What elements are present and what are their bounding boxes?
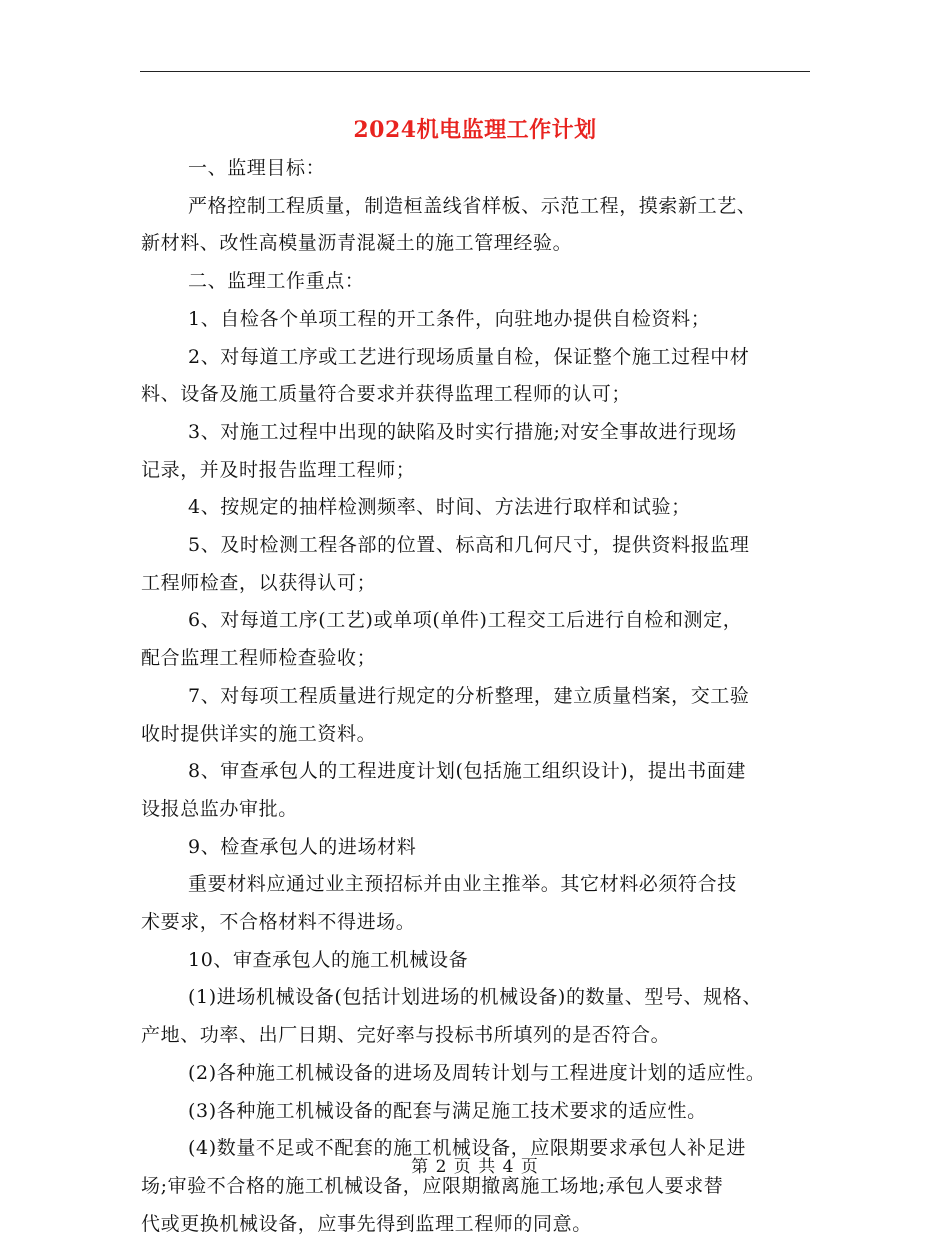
text-line: 3、对施工过程中出现的缺陷及时实行措施;对安全事故进行现场 — [188, 420, 737, 443]
text-line: (4)数量不足或不配套的施工机械设备，应限期要求承包人补足进 — [188, 1137, 746, 1160]
page-title: 2024机电监理工作计划 — [353, 117, 597, 143]
text-line: 二、监理工作重点： — [188, 270, 365, 293]
text-line: 设报总监办审批。 — [141, 797, 298, 820]
text-line: 7、对每项工程质量进行规定的分析整理，建立质量档案，交工验 — [188, 684, 750, 707]
text-line: 料、设备及施工质量符合要求并获得监理工程师的认可； — [141, 383, 632, 406]
text-line: 2、对每道工序或工艺进行现场质量自检，保证整个施工过程中材 — [188, 345, 750, 368]
text-line: 8、审查承包人的工程进度计划(包括施工组织设计)，提出书面建 — [188, 760, 746, 783]
text-line: 1、自检各个单项工程的开工条件，向驻地办提供自检资料； — [188, 307, 711, 330]
text-line: 严格控制工程质量，制造桓盖线省样板、示范工程，摸索新工艺、 — [188, 194, 757, 217]
text-line: 配合监理工程师检查验收； — [141, 647, 377, 670]
text-line: (1)进场机械设备(包括计划进场的机械设备)的数量、型号、规格、 — [188, 986, 762, 1009]
text-line: 场;审验不合格的施工机械设备，应限期撤离施工场地;承包人要求替 — [141, 1174, 724, 1197]
text-line: (3)各种施工机械设备的配套与满足施工技术要求的适应性。 — [188, 1099, 707, 1122]
text-line: (2)各种施工机械设备的进场及周转计划与工程进度计划的适应性。 — [188, 1061, 766, 1084]
text-line: 6、对每道工序(工艺)或单项(单件)工程交工后进行自检和测定， — [188, 609, 743, 632]
text-line: 重要材料应通过业主预招标并由业主推举。其它材料必须符合技 — [188, 873, 737, 896]
text-line: 工程师检查，以获得认可； — [141, 571, 377, 594]
header-rule — [140, 71, 810, 72]
text-line: 10、审查承包人的施工机械设备 — [188, 948, 469, 971]
document-body — [141, 150, 816, 1243]
text-line: 产地、功率、出厂日期、完好率与投标书所填列的是否符合。 — [141, 1024, 671, 1047]
text-line: 4、按规定的抽样检测频率、时间、方法进行取样和试验； — [188, 496, 691, 519]
text-line: 5、及时检测工程各部的位置、标高和几何尺寸，提供资料报监理 — [188, 534, 750, 557]
text-line: 术要求，不合格材料不得进场。 — [141, 911, 416, 934]
text-line: 代或更换机械设备，应事先得到监理工程师的同意。 — [141, 1212, 592, 1235]
text-line: 一、监理目标： — [188, 157, 326, 179]
text-line: 收时提供详实的施工资料。 — [141, 722, 377, 745]
page-footer: 第 2 页 共 4 页 — [411, 1157, 539, 1177]
text-line: 9、检查承包人的进场材料 — [188, 835, 417, 858]
text-line: 记录，并及时报告监理工程师； — [141, 458, 416, 481]
text-line: 新材料、改性高模量沥青混凝土的施工管理经验。 — [141, 232, 573, 255]
